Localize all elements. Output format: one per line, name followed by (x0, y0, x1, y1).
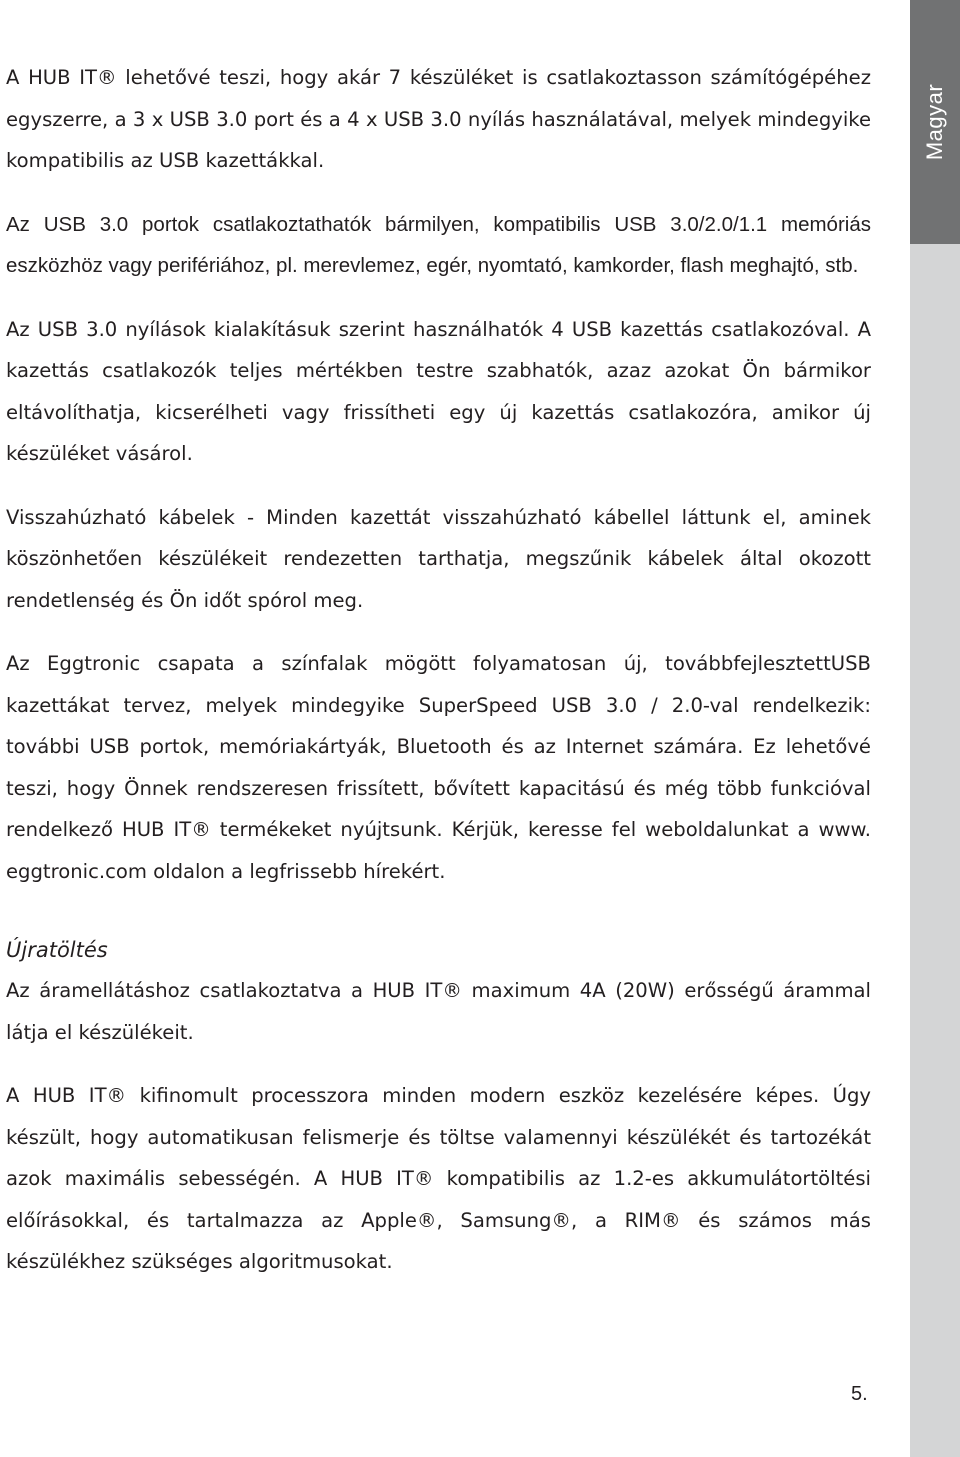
paragraph-usb-ports: Az USB 3.0 portok csatlakoztathatók bármilyen, kompatibilis USB 3.0/2.0/1.1 memóriás eszközhöz vagy perifériához, pl. merevlemez, egér, nyomtató, kamkorder, flash meghajtó, stb. (6, 212, 871, 277)
document-body (6, 57, 871, 1305)
paragraph-processor: A HUB IT® kifinomult processzora minden modern eszköz kezelésére képes. Úgy készült, hogy automatikusan felismerje és töltse valamennyi készülékét és tartozékát azok maximális sebességén. A HUB IT® kompatibilis az 1.2-es akkumulátortöltési előírásokkal, és tartalmazza az Apple®, Samsung®, a RIM® és számos más készülékhez szükséges algoritmusokat. (6, 1084, 871, 1273)
paragraph-intro: A HUB IT® lehetővé teszi, hogy akár 7 készüléket is csatlakoztasson számítógépéhez egyszerre, a 3 x USB 3.0 port és a 4 x USB 3.0 nyílás használatával, melyek mindegyike kompatibilis az USB kazettákkal. (6, 66, 871, 172)
language-tab-label: Magyar (922, 83, 947, 161)
page-number: 5. (851, 1383, 868, 1405)
paragraph-retractable-cables: Visszahúzható kábelek - Minden kazettát visszahúzható kábellel láttunk el, aminek köszönhetően készülékeit rendezetten tarthatja, megszűnik kábelek által okozott rendetlenség és Ön időt spórol meg. (6, 505, 871, 612)
paragraph-usb-slots: Az USB 3.0 nyílások kialakításuk szerint használhatók 4 USB kazettás csatlakozóval. A kazettás csatlakozók teljes mértékben testre szabhatók, azaz azokat Ön bármikor eltávolíthatja, kicserélheti vagy frissítheti egy új kazettás csatlakozóra, amikor új készüléket vásárol. (6, 317, 871, 465)
paragraph-power-supply: Az áramellátáshoz csatlakoztatva a HUB IT® maximum 4A (20W) erősségű árammal látja el készülékeit. (6, 979, 871, 1044)
paragraph-eggtronic-team: Az Eggtronic csapata a színfalak mögött folyamatosan új, továbbfejlesztettUSB kazettákat tervez, melyek mindegyike SuperSpeed USB 3.0 / 2.0-val rendelkezik: további USB portok, memóriakártyák, Bluetooth és az Internet számára. Ez lehetővé teszi, hogy Önnek rendszeresen frissített, bővített kapacitású és még több funkcióval rendelkező HUB IT® termékeket nyújtsunk. Kérjük, keresse fel weboldalunkat a www. eggtronic.com oldalon a legfrissebb hírekért. (6, 652, 871, 883)
section-heading-recharge: Újratöltés (6, 938, 108, 962)
